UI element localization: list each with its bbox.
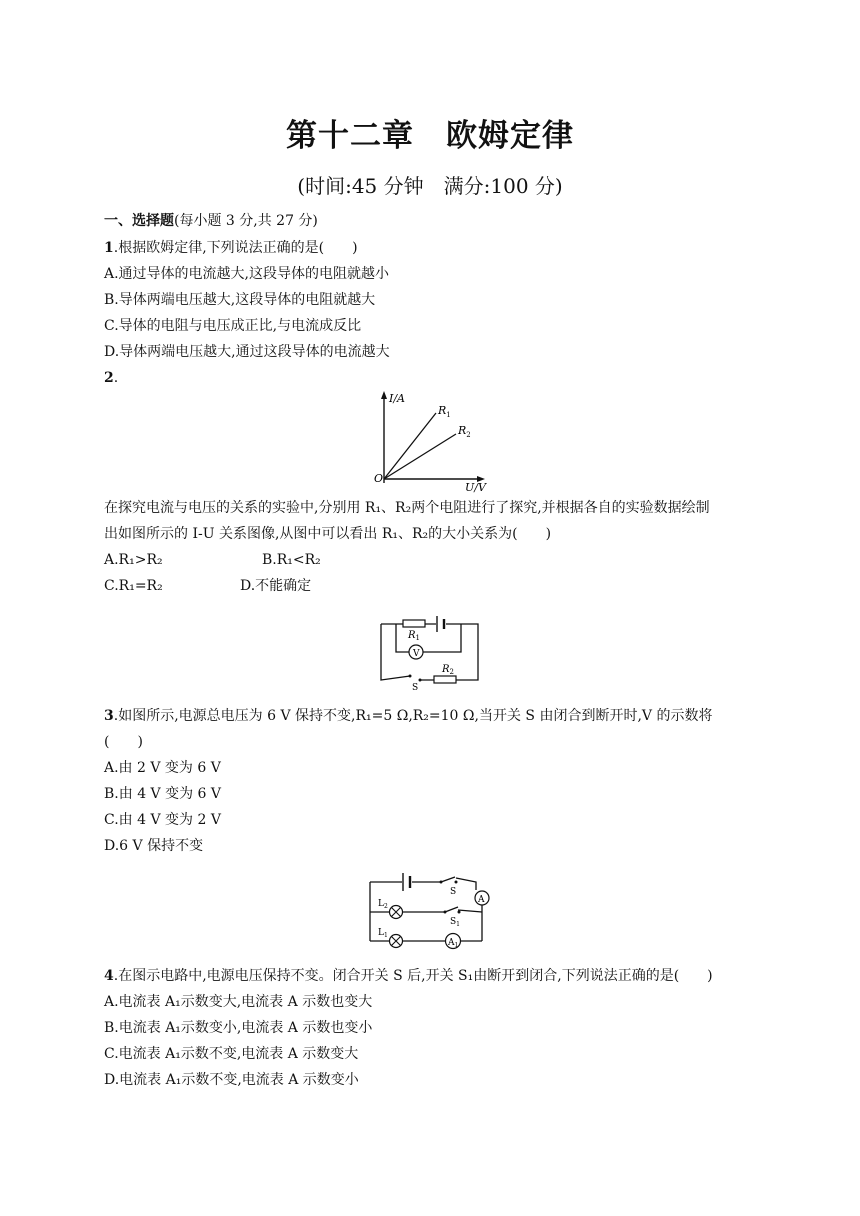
q3-switch-pivot <box>409 675 412 678</box>
q2-text-line1: 在探究电流与电压的关系的实验中,分别用 R₁、R₂两个电阻进行了探究,并根据各自的实验数据绘制 <box>104 500 710 516</box>
q2-number: 2 <box>104 370 114 386</box>
section-note: (每小题 3 分,共 27 分) <box>174 213 318 229</box>
q2-r2-sub: 2 <box>466 431 471 439</box>
q1-option-c: C.导体的电阻与电压成正比,与电流成反比 <box>104 318 362 334</box>
q3-option-d: D.6 V 保持不变 <box>104 838 204 854</box>
q3-option-a: A.由 2 V 变为 6 V <box>104 760 221 776</box>
q4-s1-letter: S <box>450 917 457 927</box>
q3-stem <box>104 706 712 726</box>
q3-resistor-r1 <box>403 620 425 627</box>
q4-a1-sub: 1 <box>454 942 459 949</box>
q3-stem-cont: ( ) <box>104 734 143 750</box>
q4-a1-letter: A <box>448 938 455 948</box>
q4-option-d: D.电流表 A₁示数不变,电流表 A 示数变小 <box>104 1072 359 1088</box>
q4-stem-text: .在图示电路中,电源电压保持不变。闭合开关 S 后,开关 S₁由断开到闭合,下列说法正确的是( ) <box>113 968 713 984</box>
q3-stem-text: .如图所示,电源总电压为 6 V 保持不变,R₁=5 Ω,R₂=10 Ω,当开关 S 由闭合到断开时,V 的示数将 <box>113 708 713 724</box>
q2-r2-label <box>457 424 471 439</box>
q3-switch-contact <box>419 679 422 682</box>
q3-resistor-r2 <box>434 676 456 683</box>
q4-s1-sub: 1 <box>456 921 460 928</box>
q2-x-label: U/V <box>465 481 486 493</box>
q3-inner-wire <box>396 624 461 652</box>
q4-switch-s1-blade <box>445 907 458 912</box>
q2-option-a: A.R₁>R₂ <box>104 552 163 568</box>
q4-circuit-diagram <box>364 866 494 952</box>
q2-y-label: I/A <box>389 392 405 405</box>
q2-stem <box>104 368 118 388</box>
q4-top-wire <box>370 878 476 890</box>
q3-option-b: B.由 4 V 变为 6 V <box>104 786 222 802</box>
q1-option-d: D.导体两端电压越大,通过这段导体的电流越大 <box>104 344 390 360</box>
q2-r2-letter: R <box>458 424 467 437</box>
q4-l1-label <box>378 928 388 939</box>
q3-r1-letter: R <box>408 630 416 641</box>
q3-r2-label <box>441 664 454 676</box>
q4-l1-sub: 1 <box>383 932 388 939</box>
q2-option-b: B.R₁<R₂ <box>262 552 321 568</box>
q3-r2-letter: R <box>442 664 450 675</box>
q3-switch-label: S <box>412 683 419 693</box>
q4-switch-s-blade <box>441 877 455 882</box>
q4-option-a: A.电流表 A₁示数变大,电流表 A 示数也变大 <box>104 994 373 1010</box>
q4-l2-sub: 2 <box>383 903 388 910</box>
q2-origin-label: O <box>374 472 384 485</box>
section-heading <box>104 211 318 231</box>
q2-option-c: C.R₁=R₂ <box>104 578 163 594</box>
q1-option-b: B.导体两端电压越大,这段导体的电阻就越大 <box>104 292 376 308</box>
q4-l2-label <box>378 899 388 910</box>
page-title: 第十二章 欧姆定律 <box>286 118 574 154</box>
section-heading-text: 一、选择题 <box>104 213 174 229</box>
q4-number: 4 <box>104 968 114 984</box>
q4-switch-s1-contact <box>458 911 461 914</box>
q2-y-axis-arrow <box>381 391 387 399</box>
q3-number: 3 <box>104 708 114 724</box>
q4-middle-wire <box>370 910 482 912</box>
q2-text-line2: 出如图所示的 I-U 关系图像,从图中可以看出 R₁、R₂的大小关系为( ) <box>104 526 552 542</box>
q4-ammeter-a-label: A <box>478 895 485 905</box>
q1-stem-text: .根据欧姆定律,下列说法正确的是( ) <box>113 240 358 256</box>
q1-stem <box>104 238 358 258</box>
q3-r1-label <box>407 630 420 642</box>
q2-line-r1 <box>384 413 436 479</box>
q2-r1-sub: 1 <box>446 411 451 419</box>
q3-r2-sub: 2 <box>449 668 454 676</box>
q4-l1-letter: L <box>378 928 384 938</box>
q2-r1-label <box>437 404 451 419</box>
q3-option-c: C.由 4 V 变为 2 V <box>104 812 221 828</box>
q2-r1-letter: R <box>438 404 447 417</box>
page-subtitle: (时间:45 分钟 满分:100 分) <box>297 174 563 198</box>
q4-option-c: C.电流表 A₁示数不变,电流表 A 示数变大 <box>104 1046 359 1062</box>
q1-number: 1 <box>104 240 114 256</box>
q4-l2-letter: L <box>378 899 384 909</box>
q3-r1-sub: 1 <box>415 634 420 642</box>
q2-iu-graph <box>368 388 498 493</box>
q4-stem <box>104 966 713 986</box>
q3-circuit-diagram <box>376 608 484 694</box>
q2-option-d: D.不能确定 <box>240 578 312 594</box>
q4-switch-s-label: S <box>450 887 457 897</box>
q4-option-b: B.电流表 A₁示数变小,电流表 A 示数也变小 <box>104 1020 373 1036</box>
q3-voltmeter-label: V <box>413 649 420 659</box>
q4-switch-s-contact <box>455 881 458 884</box>
q2-line-r2 <box>384 434 456 479</box>
q2-stem-suffix: . <box>113 370 119 386</box>
q4-s1-label <box>450 917 460 928</box>
q1-option-a: A.通过导体的电流越大,这段导体的电阻就越小 <box>104 266 390 282</box>
